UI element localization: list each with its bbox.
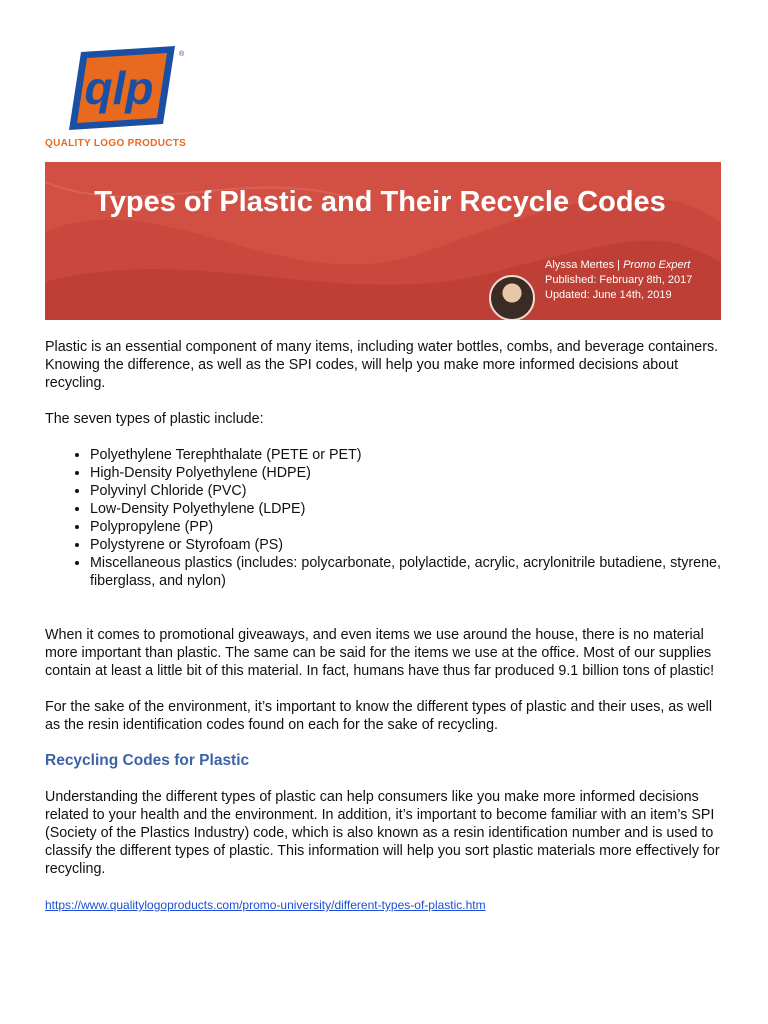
svg-text:qlp: qlp — [84, 62, 154, 114]
published-date: Published: February 8th, 2017 — [545, 274, 693, 286]
plastic-types-list — [45, 446, 725, 590]
list-intro: The seven types of plastic include: — [45, 411, 264, 427]
qlp-logo — [45, 44, 195, 154]
updated-date: Updated: June 14th, 2019 — [545, 289, 672, 301]
list-item: • Miscellaneous plastics (includes: polycarbonate, polylactide, acrylic, acrylonitrile butadiene, styrene, fiberglass, and nylon) — [90, 554, 725, 590]
source-link[interactable]: https://www.qualitylogoproducts.com/promo-university/different-types-of-plastic.htm — [45, 898, 486, 912]
list-item: • Polyethylene Terephthalate (PETE or PET) — [90, 446, 725, 464]
spi-paragraph: Understanding the different types of plastic can help consumers like you make more informed decisions related to your health and the environment. In addition, it’s important to become familiar with an item’s SPI (Society of the Plastics Industry) code, which is also known as a resin identification number and is used to classify the different types of plastic. This information will help you sort plastic materials more effectively for recycling. — [45, 789, 720, 877]
author-name: Alyssa Mertes — [545, 259, 615, 271]
author-role: Promo Expert — [623, 259, 691, 271]
title-banner — [45, 162, 721, 320]
author-avatar — [489, 275, 535, 320]
list-item: • Polypropylene (PP) — [90, 518, 725, 536]
list-item: • Polystyrene or Styrofoam (PS) — [90, 536, 725, 554]
intro-paragraph: Plastic is an essential component of many items, including water bottles, combs, and beverage containers. Knowing the difference, as well as the SPI codes, will help you make more informed decisions about recycling. — [45, 339, 719, 391]
list-item: • High-Density Polyethylene (HDPE) — [90, 464, 725, 482]
list-item: • Low-Density Polyethylene (LDPE) — [90, 500, 725, 518]
page-title: Types of Plastic and Their Recycle Codes — [94, 186, 666, 218]
logo-text: QUALITY LOGO PRODUCTS — [45, 138, 187, 149]
promo-paragraph: When it comes to promotional giveaways, and even items we use around the house, there is no material more important than plastic. The same can be said for the items we use at the office. Most of our supplies contain at least a little bit of this material. In fact, humans have thus far produced 9.1 billion tons of plastic! — [45, 627, 715, 679]
environment-paragraph: For the sake of the environment, it’s important to know the different types of plastic and their uses, as well as the resin identification codes found on each for the sake of recycling. — [45, 699, 713, 733]
svg-text:®: ® — [179, 51, 185, 58]
qlp-logo-mark-icon — [67, 44, 187, 134]
author-byline — [545, 258, 692, 303]
section-heading: Recycling Codes for Plastic — [45, 752, 250, 769]
byline-separator: | — [614, 259, 624, 271]
article-body — [45, 338, 725, 914]
list-item: • Polyvinyl Chloride (PVC) — [90, 482, 725, 500]
